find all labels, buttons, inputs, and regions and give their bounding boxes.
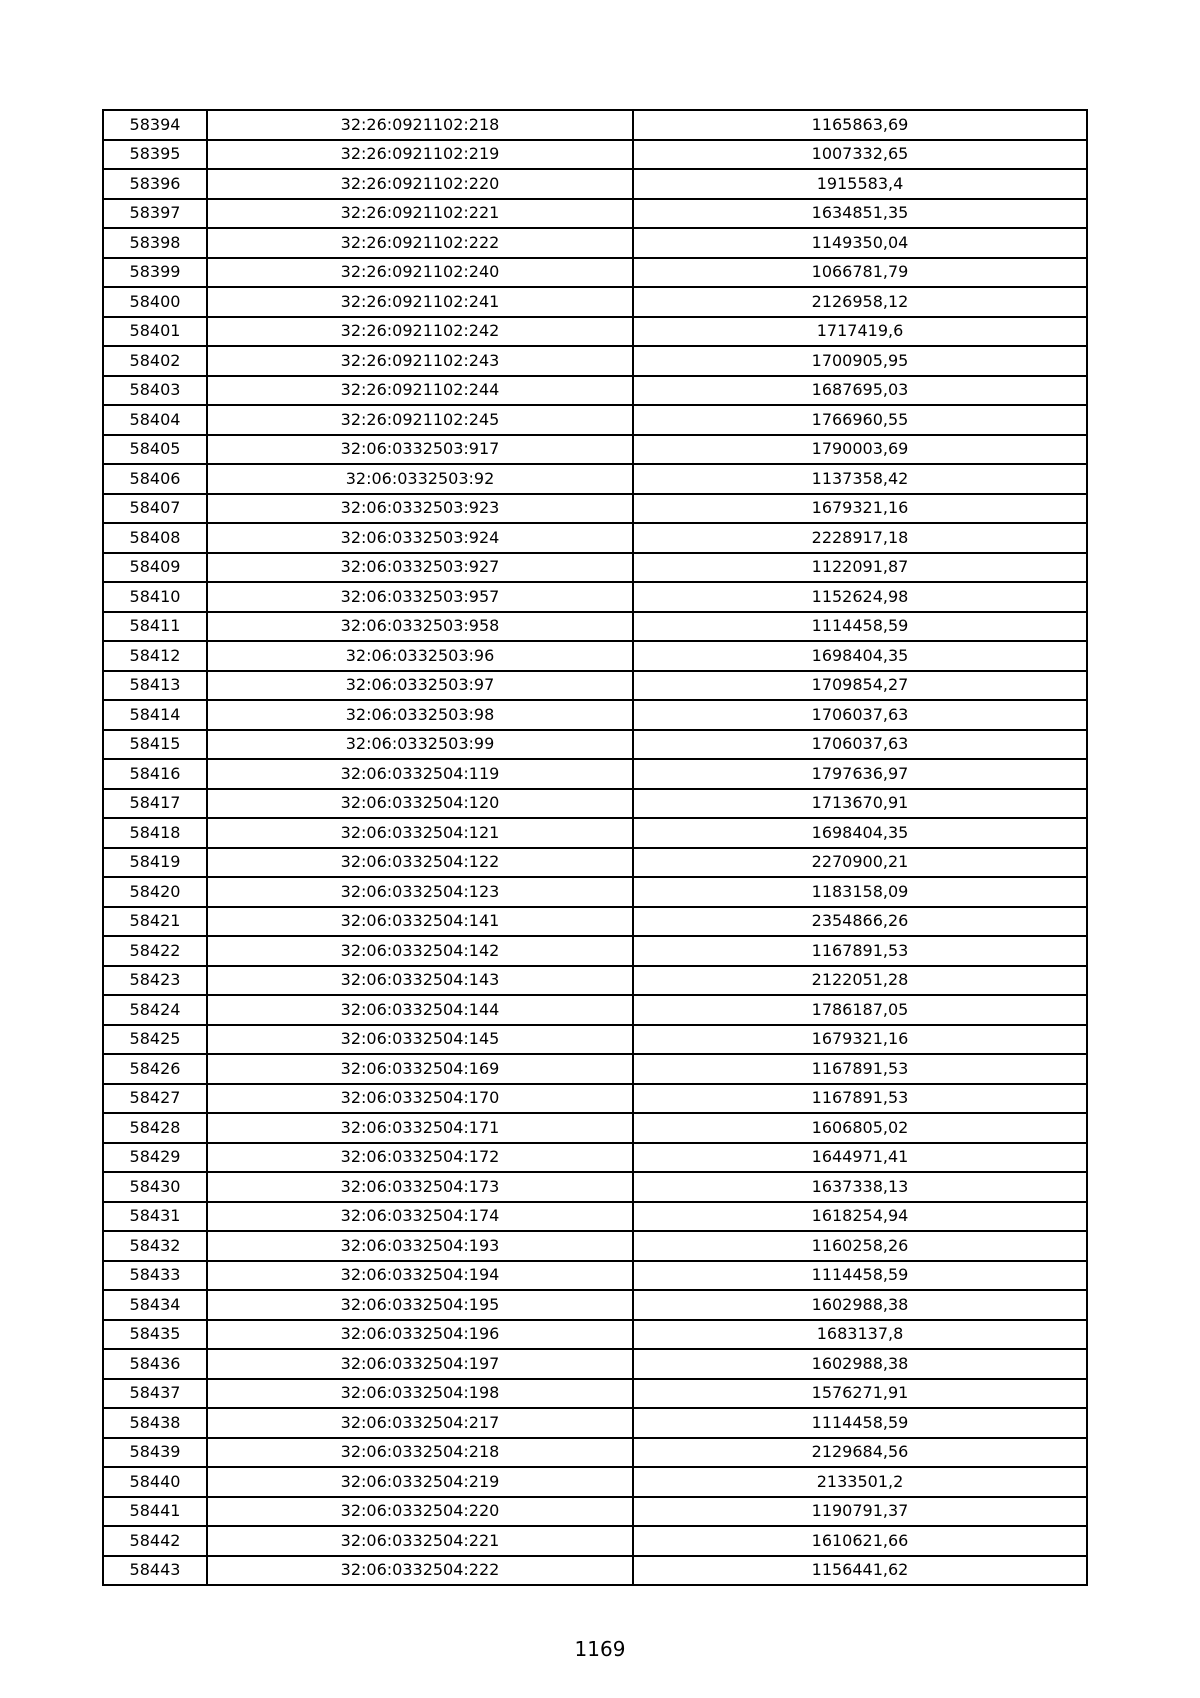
cadastral-number-cell: 32:26:0921102:218 xyxy=(207,110,633,140)
row-number-cell: 58408 xyxy=(103,523,207,553)
table-row xyxy=(103,287,1087,317)
value-cell: 2228917,18 xyxy=(633,523,1087,553)
table-row xyxy=(103,1113,1087,1143)
table-row xyxy=(103,1320,1087,1350)
cadastral-number-cell: 32:06:0332504:141 xyxy=(207,907,633,937)
value-cell: 1786187,05 xyxy=(633,995,1087,1025)
row-number-cell: 58415 xyxy=(103,730,207,760)
value-cell: 1766960,55 xyxy=(633,405,1087,435)
row-number-cell: 58423 xyxy=(103,966,207,996)
value-cell: 1683137,8 xyxy=(633,1320,1087,1350)
cadastral-number-cell: 32:06:0332504:222 xyxy=(207,1556,633,1586)
value-cell: 1644971,41 xyxy=(633,1143,1087,1173)
table-row xyxy=(103,1526,1087,1556)
value-cell: 1679321,16 xyxy=(633,494,1087,524)
row-number-cell: 58403 xyxy=(103,376,207,406)
cadastral-number-cell: 32:06:0332503:924 xyxy=(207,523,633,553)
table-row xyxy=(103,1349,1087,1379)
cadastral-number-cell: 32:06:0332504:220 xyxy=(207,1497,633,1527)
cadastral-number-cell: 32:26:0921102:243 xyxy=(207,346,633,376)
row-number-cell: 58429 xyxy=(103,1143,207,1173)
value-cell: 1717419,6 xyxy=(633,317,1087,347)
row-number-cell: 58401 xyxy=(103,317,207,347)
table-row xyxy=(103,877,1087,907)
table-row xyxy=(103,553,1087,583)
cadastral-number-cell: 32:06:0332504:174 xyxy=(207,1202,633,1232)
cadastral-number-cell: 32:06:0332504:122 xyxy=(207,848,633,878)
value-cell: 2133501,2 xyxy=(633,1467,1087,1497)
table-row xyxy=(103,966,1087,996)
value-cell: 1602988,38 xyxy=(633,1349,1087,1379)
table-row xyxy=(103,110,1087,140)
table-row xyxy=(103,435,1087,465)
table-row xyxy=(103,1202,1087,1232)
table-row xyxy=(103,199,1087,229)
cadastral-number-cell: 32:26:0921102:245 xyxy=(207,405,633,435)
cadastral-number-cell: 32:06:0332504:198 xyxy=(207,1379,633,1409)
row-number-cell: 58432 xyxy=(103,1231,207,1261)
row-number-cell: 58406 xyxy=(103,464,207,494)
cadastral-number-cell: 32:06:0332504:197 xyxy=(207,1349,633,1379)
row-number-cell: 58440 xyxy=(103,1467,207,1497)
row-number-cell: 58428 xyxy=(103,1113,207,1143)
table-row xyxy=(103,1467,1087,1497)
value-cell: 1700905,95 xyxy=(633,346,1087,376)
value-cell: 1122091,87 xyxy=(633,553,1087,583)
table-row xyxy=(103,936,1087,966)
table-row xyxy=(103,582,1087,612)
value-cell: 2122051,28 xyxy=(633,966,1087,996)
cadastral-number-cell: 32:06:0332504:173 xyxy=(207,1172,633,1202)
table-row xyxy=(103,818,1087,848)
row-number-cell: 58434 xyxy=(103,1290,207,1320)
row-number-cell: 58420 xyxy=(103,877,207,907)
table-row xyxy=(103,1054,1087,1084)
row-number-cell: 58431 xyxy=(103,1202,207,1232)
cadastral-number-cell: 32:06:0332503:957 xyxy=(207,582,633,612)
table-row xyxy=(103,789,1087,819)
row-number-cell: 58416 xyxy=(103,759,207,789)
value-cell: 1576271,91 xyxy=(633,1379,1087,1409)
table-row xyxy=(103,759,1087,789)
cadastral-number-cell: 32:06:0332504:217 xyxy=(207,1408,633,1438)
row-number-cell: 58404 xyxy=(103,405,207,435)
page-number: 1169 xyxy=(574,1637,626,1661)
value-cell: 1137358,42 xyxy=(633,464,1087,494)
row-number-cell: 58424 xyxy=(103,995,207,1025)
cadastral-number-cell: 32:06:0332503:917 xyxy=(207,435,633,465)
value-cell: 1114458,59 xyxy=(633,1261,1087,1291)
table-row xyxy=(103,346,1087,376)
cadastral-number-cell: 32:06:0332503:96 xyxy=(207,641,633,671)
cadastral-number-cell: 32:06:0332504:218 xyxy=(207,1438,633,1468)
value-cell: 1602988,38 xyxy=(633,1290,1087,1320)
table-row xyxy=(103,730,1087,760)
table-row xyxy=(103,1556,1087,1586)
cadastral-number-cell: 32:06:0332503:98 xyxy=(207,700,633,730)
cadastral-number-cell: 32:06:0332503:92 xyxy=(207,464,633,494)
table-body xyxy=(103,110,1087,1585)
cadastral-number-cell: 32:06:0332504:123 xyxy=(207,877,633,907)
table-row xyxy=(103,1408,1087,1438)
row-number-cell: 58410 xyxy=(103,582,207,612)
value-cell: 1152624,98 xyxy=(633,582,1087,612)
row-number-cell: 58405 xyxy=(103,435,207,465)
cadastral-value-table xyxy=(102,109,1088,1586)
row-number-cell: 58413 xyxy=(103,671,207,701)
row-number-cell: 58400 xyxy=(103,287,207,317)
value-cell: 1606805,02 xyxy=(633,1113,1087,1143)
row-number-cell: 58435 xyxy=(103,1320,207,1350)
value-cell: 1698404,35 xyxy=(633,818,1087,848)
row-number-cell: 58417 xyxy=(103,789,207,819)
cadastral-number-cell: 32:06:0332504:144 xyxy=(207,995,633,1025)
value-cell: 2270900,21 xyxy=(633,848,1087,878)
value-cell: 1706037,63 xyxy=(633,700,1087,730)
value-cell: 1637338,13 xyxy=(633,1172,1087,1202)
table-row xyxy=(103,523,1087,553)
cadastral-number-cell: 32:06:0332504:171 xyxy=(207,1113,633,1143)
value-cell: 1797636,97 xyxy=(633,759,1087,789)
cadastral-number-cell: 32:06:0332504:119 xyxy=(207,759,633,789)
row-number-cell: 58397 xyxy=(103,199,207,229)
row-number-cell: 58421 xyxy=(103,907,207,937)
table-row xyxy=(103,1497,1087,1527)
table-row xyxy=(103,140,1087,170)
cadastral-number-cell: 32:06:0332504:221 xyxy=(207,1526,633,1556)
cadastral-number-cell: 32:06:0332504:196 xyxy=(207,1320,633,1350)
cadastral-number-cell: 32:06:0332504:145 xyxy=(207,1025,633,1055)
table-row xyxy=(103,1084,1087,1114)
row-number-cell: 58399 xyxy=(103,258,207,288)
value-cell: 1167891,53 xyxy=(633,1084,1087,1114)
table-row xyxy=(103,700,1087,730)
table-row xyxy=(103,1231,1087,1261)
value-cell: 2354866,26 xyxy=(633,907,1087,937)
document-page-content xyxy=(102,109,1086,1586)
value-cell: 2129684,56 xyxy=(633,1438,1087,1468)
cadastral-number-cell: 32:26:0921102:222 xyxy=(207,228,633,258)
value-cell: 1915583,4 xyxy=(633,169,1087,199)
table-row xyxy=(103,405,1087,435)
value-cell: 1183158,09 xyxy=(633,877,1087,907)
row-number-cell: 58407 xyxy=(103,494,207,524)
value-cell: 1007332,65 xyxy=(633,140,1087,170)
cadastral-number-cell: 32:26:0921102:220 xyxy=(207,169,633,199)
row-number-cell: 58433 xyxy=(103,1261,207,1291)
value-cell: 1167891,53 xyxy=(633,936,1087,966)
cadastral-number-cell: 32:06:0332504:120 xyxy=(207,789,633,819)
table-row xyxy=(103,1143,1087,1173)
cadastral-number-cell: 32:06:0332504:143 xyxy=(207,966,633,996)
cadastral-number-cell: 32:26:0921102:221 xyxy=(207,199,633,229)
table-row xyxy=(103,494,1087,524)
row-number-cell: 58425 xyxy=(103,1025,207,1055)
row-number-cell: 58442 xyxy=(103,1526,207,1556)
table-row xyxy=(103,258,1087,288)
row-number-cell: 58438 xyxy=(103,1408,207,1438)
cadastral-number-cell: 32:06:0332504:219 xyxy=(207,1467,633,1497)
value-cell: 1190791,37 xyxy=(633,1497,1087,1527)
table-row xyxy=(103,1025,1087,1055)
value-cell: 1066781,79 xyxy=(633,258,1087,288)
table-row xyxy=(103,1261,1087,1291)
table-row xyxy=(103,995,1087,1025)
table-row xyxy=(103,907,1087,937)
row-number-cell: 58430 xyxy=(103,1172,207,1202)
cadastral-number-cell: 32:06:0332504:121 xyxy=(207,818,633,848)
row-number-cell: 58412 xyxy=(103,641,207,671)
cadastral-number-cell: 32:06:0332504:193 xyxy=(207,1231,633,1261)
value-cell: 2126958,12 xyxy=(633,287,1087,317)
row-number-cell: 58414 xyxy=(103,700,207,730)
value-cell: 1160258,26 xyxy=(633,1231,1087,1261)
row-number-cell: 58443 xyxy=(103,1556,207,1586)
value-cell: 1790003,69 xyxy=(633,435,1087,465)
value-cell: 1165863,69 xyxy=(633,110,1087,140)
row-number-cell: 58418 xyxy=(103,818,207,848)
table-row xyxy=(103,317,1087,347)
cadastral-number-cell: 32:26:0921102:240 xyxy=(207,258,633,288)
cadastral-number-cell: 32:06:0332504:194 xyxy=(207,1261,633,1291)
table-row xyxy=(103,1379,1087,1409)
row-number-cell: 58422 xyxy=(103,936,207,966)
cadastral-number-cell: 32:06:0332504:195 xyxy=(207,1290,633,1320)
value-cell: 1618254,94 xyxy=(633,1202,1087,1232)
table-row xyxy=(103,641,1087,671)
row-number-cell: 58395 xyxy=(103,140,207,170)
row-number-cell: 58427 xyxy=(103,1084,207,1114)
cadastral-number-cell: 32:06:0332503:927 xyxy=(207,553,633,583)
cadastral-number-cell: 32:06:0332503:923 xyxy=(207,494,633,524)
cadastral-number-cell: 32:26:0921102:242 xyxy=(207,317,633,347)
value-cell: 1149350,04 xyxy=(633,228,1087,258)
table-row xyxy=(103,376,1087,406)
cadastral-number-cell: 32:06:0332504:170 xyxy=(207,1084,633,1114)
row-number-cell: 58426 xyxy=(103,1054,207,1084)
table-row xyxy=(103,1438,1087,1468)
table-row xyxy=(103,464,1087,494)
value-cell: 1114458,59 xyxy=(633,612,1087,642)
row-number-cell: 58436 xyxy=(103,1349,207,1379)
table-row xyxy=(103,1172,1087,1202)
cadastral-number-cell: 32:06:0332504:172 xyxy=(207,1143,633,1173)
row-number-cell: 58411 xyxy=(103,612,207,642)
row-number-cell: 58402 xyxy=(103,346,207,376)
row-number-cell: 58398 xyxy=(103,228,207,258)
cadastral-number-cell: 32:26:0921102:219 xyxy=(207,140,633,170)
cadastral-number-cell: 32:06:0332503:99 xyxy=(207,730,633,760)
value-cell: 1610621,66 xyxy=(633,1526,1087,1556)
row-number-cell: 58437 xyxy=(103,1379,207,1409)
row-number-cell: 58441 xyxy=(103,1497,207,1527)
value-cell: 1698404,35 xyxy=(633,641,1087,671)
row-number-cell: 58394 xyxy=(103,110,207,140)
value-cell: 1713670,91 xyxy=(633,789,1087,819)
value-cell: 1709854,27 xyxy=(633,671,1087,701)
cadastral-number-cell: 32:26:0921102:241 xyxy=(207,287,633,317)
row-number-cell: 58439 xyxy=(103,1438,207,1468)
row-number-cell: 58409 xyxy=(103,553,207,583)
cadastral-number-cell: 32:06:0332504:169 xyxy=(207,1054,633,1084)
row-number-cell: 58396 xyxy=(103,169,207,199)
value-cell: 1687695,03 xyxy=(633,376,1087,406)
value-cell: 1114458,59 xyxy=(633,1408,1087,1438)
row-number-cell: 58419 xyxy=(103,848,207,878)
table-row xyxy=(103,169,1087,199)
value-cell: 1679321,16 xyxy=(633,1025,1087,1055)
value-cell: 1167891,53 xyxy=(633,1054,1087,1084)
cadastral-number-cell: 32:06:0332503:97 xyxy=(207,671,633,701)
cadastral-number-cell: 32:06:0332504:142 xyxy=(207,936,633,966)
table-row xyxy=(103,228,1087,258)
table-row xyxy=(103,612,1087,642)
cadastral-number-cell: 32:06:0332503:958 xyxy=(207,612,633,642)
table-row xyxy=(103,848,1087,878)
table-row xyxy=(103,1290,1087,1320)
cadastral-number-cell: 32:26:0921102:244 xyxy=(207,376,633,406)
table-row xyxy=(103,671,1087,701)
value-cell: 1156441,62 xyxy=(633,1556,1087,1586)
value-cell: 1706037,63 xyxy=(633,730,1087,760)
value-cell: 1634851,35 xyxy=(633,199,1087,229)
